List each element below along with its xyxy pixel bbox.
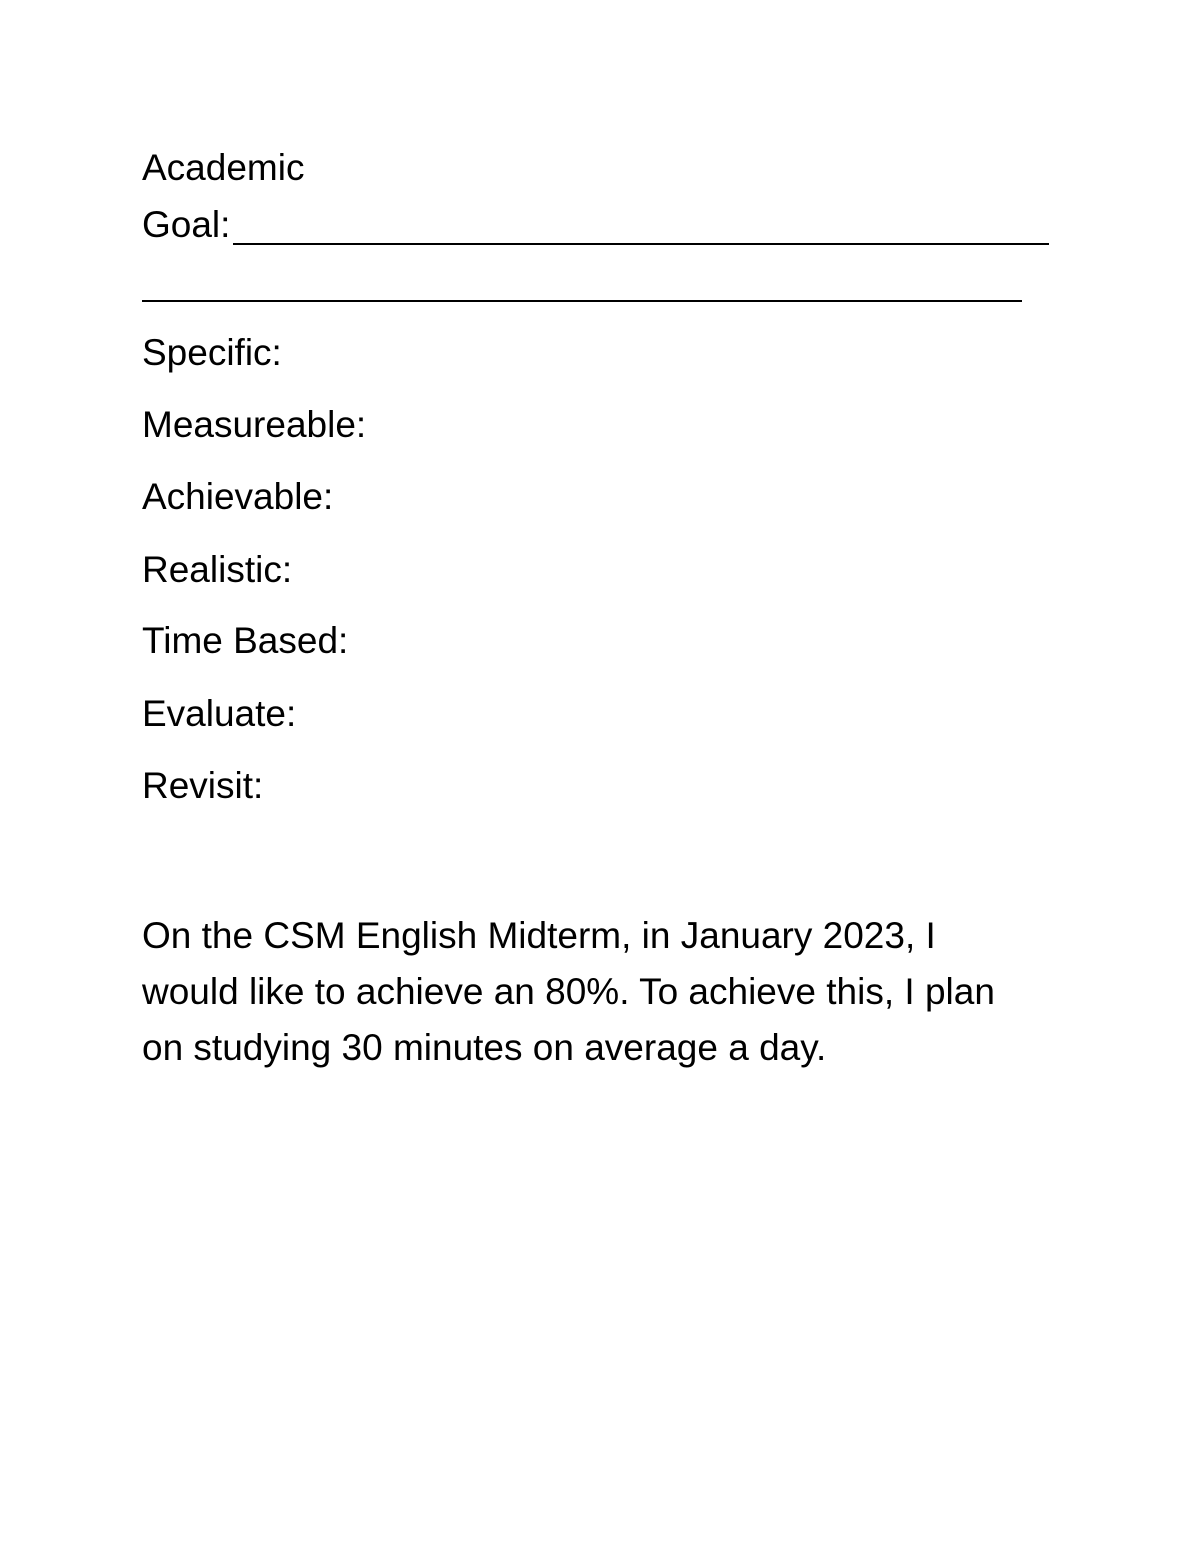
goal-blank-line-2 — [142, 300, 1022, 302]
field-label-revisit: Revisit: — [142, 765, 264, 806]
heading-academic: Academic — [142, 147, 305, 188]
field-label-time-based: Time Based: — [142, 620, 349, 661]
goal-statement-line: On the CSM English Midterm, in January 2023, I — [142, 915, 936, 956]
goal-blank-line-1 — [233, 243, 1049, 245]
goal-statement-line: would like to achieve an 80%. To achieve this, I plan — [142, 971, 995, 1012]
field-label-evaluate: Evaluate: — [142, 693, 297, 734]
field-label-realistic: Realistic: — [142, 549, 293, 590]
goal-label: Goal: — [142, 204, 231, 245]
field-label-specific: Specific: — [142, 332, 282, 373]
field-label-measureable: Measureable: — [142, 404, 367, 445]
field-label-achievable: Achievable: — [142, 476, 334, 517]
goal-statement-line: on studying 30 minutes on average a day. — [142, 1027, 827, 1068]
goal-statement-paragraph — [142, 908, 1062, 1076]
